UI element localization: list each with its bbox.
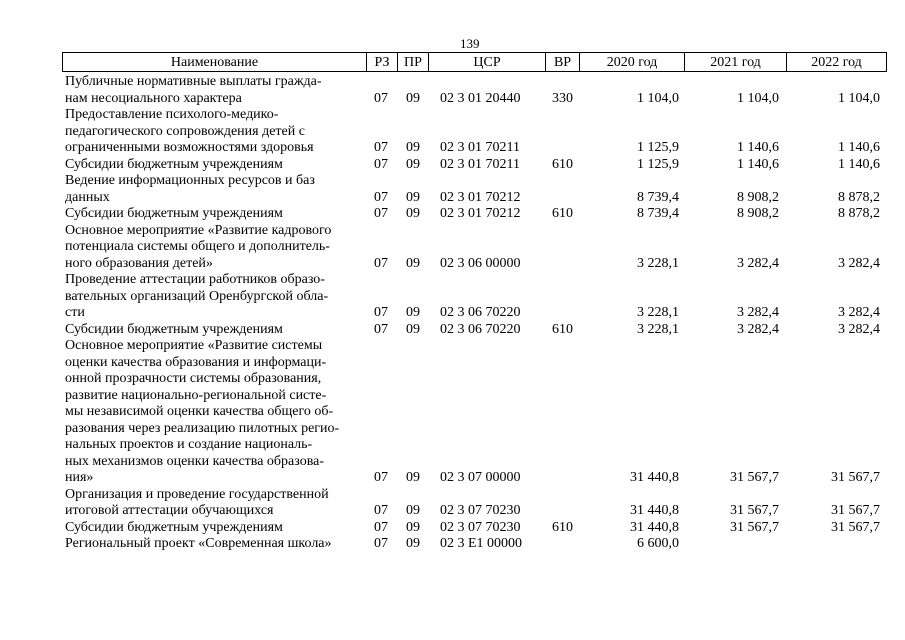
row-csr: 02 3 01 70212 xyxy=(440,206,521,221)
row-value-2022: 1 104,0 xyxy=(838,90,880,106)
row-vr: 610 xyxy=(552,321,573,337)
table-row xyxy=(0,107,905,157)
row-value-2020: 3 228,1 xyxy=(637,321,679,337)
header-rz: РЗ xyxy=(367,52,398,72)
table-row xyxy=(0,322,905,339)
row-rz: 07 xyxy=(374,536,388,551)
row-pr: 09 xyxy=(406,156,420,172)
table-row xyxy=(0,223,905,273)
row-value-2021: 3 282,4 xyxy=(737,305,779,320)
row-rz: 07 xyxy=(374,470,388,485)
row-value-2021: 3 282,4 xyxy=(737,255,779,271)
row-value-2022: 31 567,7 xyxy=(831,503,880,518)
row-rz: 07 xyxy=(374,90,388,106)
row-pr: 09 xyxy=(406,90,420,106)
row-value-2021: 8 908,2 xyxy=(737,189,779,205)
row-value-2022: 3 282,4 xyxy=(838,305,880,320)
row-pr: 09 xyxy=(406,503,420,518)
row-name: Проведение аттестации работников образо- вательных организаций Оренбургской обла- сти xyxy=(65,272,329,320)
row-pr: 09 xyxy=(406,255,420,271)
row-value-2020: 1 125,9 xyxy=(637,140,679,155)
row-rz: 07 xyxy=(374,156,388,172)
row-value-2020: 8 739,4 xyxy=(637,206,679,221)
table-row xyxy=(0,536,905,553)
row-rz: 07 xyxy=(374,503,388,518)
header-name: Наименование xyxy=(62,52,367,72)
row-value-2021: 31 567,7 xyxy=(730,470,779,485)
row-value-2022: 1 140,6 xyxy=(838,140,880,155)
header-csr: ЦСР xyxy=(429,52,546,72)
row-pr: 09 xyxy=(406,305,420,320)
row-value-2022: 1 140,6 xyxy=(838,156,880,172)
row-csr: 02 3 07 00000 xyxy=(440,470,521,485)
row-value-2022: 31 567,7 xyxy=(831,519,880,535)
row-value-2021: 31 567,7 xyxy=(730,519,779,535)
row-vr: 610 xyxy=(552,519,573,535)
table-header xyxy=(62,52,887,72)
row-value-2020: 8 739,4 xyxy=(637,189,679,205)
table-row xyxy=(0,520,905,537)
table-row xyxy=(0,487,905,520)
row-value-2022: 8 878,2 xyxy=(838,206,880,221)
row-rz: 07 xyxy=(374,305,388,320)
row-rz: 07 xyxy=(374,255,388,271)
table-body xyxy=(0,74,905,553)
row-rz: 07 xyxy=(374,206,388,221)
row-pr: 09 xyxy=(406,536,420,551)
row-pr: 09 xyxy=(406,321,420,337)
row-value-2022: 31 567,7 xyxy=(831,470,880,485)
row-csr: 02 3 01 70211 xyxy=(440,140,520,155)
row-name: Субсидии бюджетным учреждениям xyxy=(65,321,283,337)
table-row xyxy=(0,272,905,322)
row-name: Основное мероприятие «Развитие кадрового потенциала системы общего и дополнитель- ного образования детей» xyxy=(65,222,332,271)
row-name: Региональный проект «Современная школа» xyxy=(65,536,332,551)
row-rz: 07 xyxy=(374,189,388,205)
row-name: Ведение информационных ресурсов и баз данных xyxy=(65,173,315,205)
row-csr: 02 3 E1 00000 xyxy=(440,536,523,551)
row-pr: 09 xyxy=(406,519,420,535)
page-number: 139 xyxy=(460,36,480,51)
row-csr: 02 3 01 70211 xyxy=(440,156,520,172)
row-name: Субсидии бюджетным учреждениям xyxy=(65,156,283,172)
row-value-2020: 31 440,8 xyxy=(630,519,679,535)
row-value-2022: 3 282,4 xyxy=(838,255,880,271)
row-value-2020: 3 228,1 xyxy=(637,305,679,320)
row-value-2020: 3 228,1 xyxy=(637,255,679,271)
table-row xyxy=(0,206,905,223)
table-row xyxy=(0,173,905,206)
table-row xyxy=(0,74,905,107)
row-vr: 330 xyxy=(552,90,573,106)
header-2022: 2022 год xyxy=(787,52,887,72)
row-vr: 610 xyxy=(552,156,573,172)
row-value-2021: 1 140,6 xyxy=(737,140,779,155)
row-value-2021: 1 140,6 xyxy=(737,156,779,172)
header-2021: 2021 год xyxy=(685,52,787,72)
table-row xyxy=(0,157,905,174)
header-2020: 2020 год xyxy=(580,52,685,72)
row-name: Публичные нормативные выплаты гражда- нам несоциального характера xyxy=(65,74,322,106)
row-csr: 02 3 07 70230 xyxy=(440,519,521,535)
row-value-2022: 3 282,4 xyxy=(838,321,880,337)
row-value-2021: 1 104,0 xyxy=(737,90,779,106)
row-value-2021: 31 567,7 xyxy=(730,503,779,518)
row-pr: 09 xyxy=(406,140,420,155)
row-name: Предоставление психолого-медико- педагогического сопровождения детей с ограниченными возможностями здоровья xyxy=(65,107,314,155)
header-vr: ВР xyxy=(546,52,580,72)
row-name: Субсидии бюджетным учреждениям xyxy=(65,206,283,221)
table-row xyxy=(0,338,905,487)
row-csr: 02 3 01 20440 xyxy=(440,90,521,106)
row-name: Субсидии бюджетным учреждениям xyxy=(65,519,283,535)
row-rz: 07 xyxy=(374,321,388,337)
row-pr: 09 xyxy=(406,189,420,205)
row-value-2020: 1 104,0 xyxy=(637,90,679,106)
row-csr: 02 3 06 00000 xyxy=(440,255,521,271)
row-value-2021: 3 282,4 xyxy=(737,321,779,337)
row-value-2020: 31 440,8 xyxy=(630,470,679,485)
row-csr: 02 3 06 70220 xyxy=(440,321,521,337)
row-pr: 09 xyxy=(406,206,420,221)
row-value-2020: 1 125,9 xyxy=(637,156,679,172)
row-csr: 02 3 06 70220 xyxy=(440,305,521,320)
row-csr: 02 3 01 70212 xyxy=(440,189,521,205)
row-name: Основное мероприятие «Развитие системы оценки качества образования и информаци- онной прозрачности системы образования, развитие национально-региональной систе- мы независимой оценки качества общего об- разования через реализацию пилотных регио- нальных проектов и создание националь- ных механизмов оценки качества образова- ния» xyxy=(65,338,340,485)
row-value-2022: 8 878,2 xyxy=(838,189,880,205)
row-value-2020: 6 600,0 xyxy=(637,536,679,551)
row-value-2020: 31 440,8 xyxy=(630,503,679,518)
row-name: Организация и проведение государственной итоговой аттестации обучающихся xyxy=(65,486,329,518)
row-value-2021: 8 908,2 xyxy=(737,206,779,221)
row-rz: 07 xyxy=(374,519,388,535)
row-vr: 610 xyxy=(552,206,573,221)
row-pr: 09 xyxy=(406,470,420,485)
row-csr: 02 3 07 70230 xyxy=(440,503,521,518)
row-rz: 07 xyxy=(374,140,388,155)
header-pr: ПР xyxy=(398,52,429,72)
